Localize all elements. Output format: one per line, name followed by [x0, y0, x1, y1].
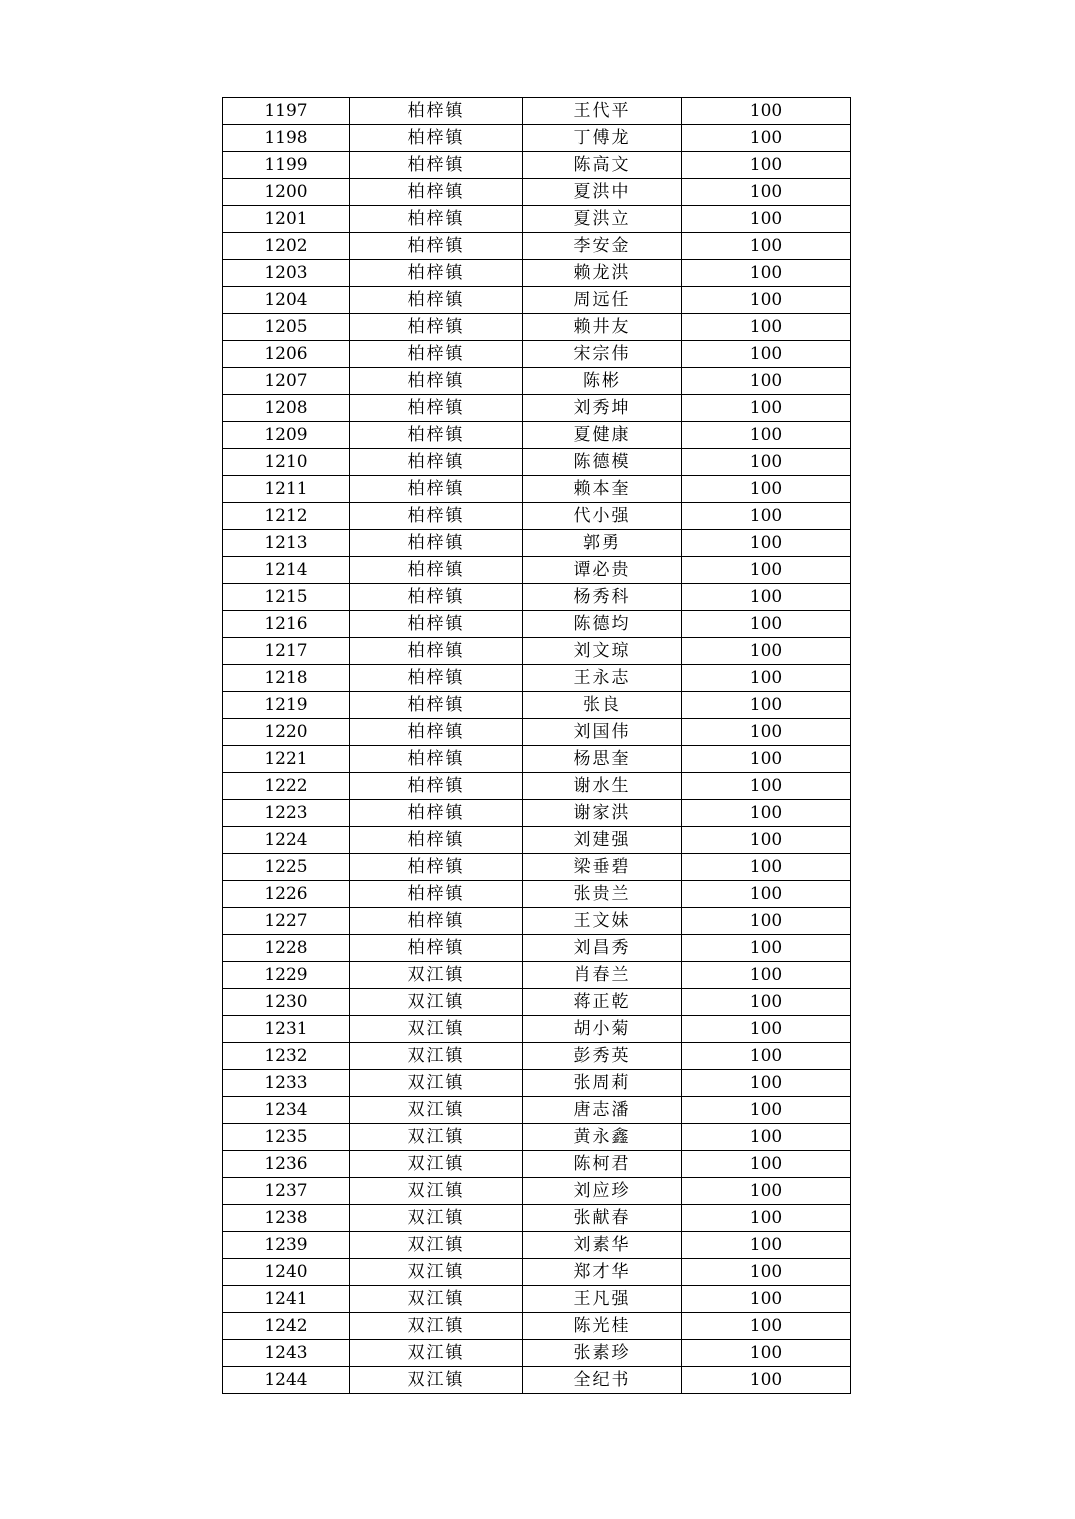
- cell-amount: 100: [682, 1286, 851, 1313]
- cell-number: 1244: [223, 1367, 350, 1394]
- table-row: [223, 1340, 851, 1367]
- cell-name: 梁垂碧: [523, 854, 682, 881]
- cell-town: 柏梓镇: [350, 179, 523, 206]
- cell-amount: 100: [682, 638, 851, 665]
- cell-name: 肖春兰: [523, 962, 682, 989]
- cell-name: 代小强: [523, 503, 682, 530]
- cell-number: 1224: [223, 827, 350, 854]
- table-row: [223, 152, 851, 179]
- cell-amount: 100: [682, 692, 851, 719]
- table-row: [223, 503, 851, 530]
- cell-name: 夏洪立: [523, 206, 682, 233]
- cell-name: 夏健康: [523, 422, 682, 449]
- cell-number: 1239: [223, 1232, 350, 1259]
- cell-town: 双江镇: [350, 962, 523, 989]
- table-row: [223, 854, 851, 881]
- cell-name: 王凡强: [523, 1286, 682, 1313]
- cell-amount: 100: [682, 1178, 851, 1205]
- cell-amount: 100: [682, 746, 851, 773]
- cell-town: 柏梓镇: [350, 611, 523, 638]
- table-row: [223, 1070, 851, 1097]
- cell-number: 1198: [223, 125, 350, 152]
- cell-number: 1210: [223, 449, 350, 476]
- table-row: [223, 989, 851, 1016]
- cell-amount: 100: [682, 827, 851, 854]
- cell-name: 郭勇: [523, 530, 682, 557]
- cell-name: 张献春: [523, 1205, 682, 1232]
- cell-town: 柏梓镇: [350, 557, 523, 584]
- cell-name: 刘建强: [523, 827, 682, 854]
- cell-number: 1205: [223, 314, 350, 341]
- table-row: [223, 422, 851, 449]
- cell-name: 陈彬: [523, 368, 682, 395]
- table-row: [223, 1232, 851, 1259]
- cell-town: 柏梓镇: [350, 341, 523, 368]
- cell-name: 赖井友: [523, 314, 682, 341]
- cell-number: 1201: [223, 206, 350, 233]
- table-row: [223, 962, 851, 989]
- cell-number: 1243: [223, 1340, 350, 1367]
- cell-name: 全纪书: [523, 1367, 682, 1394]
- table-row: [223, 179, 851, 206]
- cell-number: 1199: [223, 152, 350, 179]
- cell-number: 1216: [223, 611, 350, 638]
- cell-number: 1223: [223, 800, 350, 827]
- cell-town: 双江镇: [350, 1232, 523, 1259]
- cell-town: 柏梓镇: [350, 449, 523, 476]
- cell-amount: 100: [682, 476, 851, 503]
- table-row: [223, 368, 851, 395]
- cell-number: 1231: [223, 1016, 350, 1043]
- table-row: [223, 395, 851, 422]
- table-row: [223, 1043, 851, 1070]
- cell-name: 宋宗伟: [523, 341, 682, 368]
- cell-town: 双江镇: [350, 1151, 523, 1178]
- cell-town: 双江镇: [350, 1124, 523, 1151]
- table-row: [223, 692, 851, 719]
- cell-number: 1217: [223, 638, 350, 665]
- cell-town: 柏梓镇: [350, 881, 523, 908]
- cell-name: 张贵兰: [523, 881, 682, 908]
- cell-town: 柏梓镇: [350, 233, 523, 260]
- cell-amount: 100: [682, 260, 851, 287]
- cell-amount: 100: [682, 719, 851, 746]
- cell-amount: 100: [682, 179, 851, 206]
- cell-amount: 100: [682, 395, 851, 422]
- roster-table-body: [223, 98, 851, 1394]
- cell-town: 柏梓镇: [350, 287, 523, 314]
- cell-number: 1241: [223, 1286, 350, 1313]
- cell-name: 黄永鑫: [523, 1124, 682, 1151]
- cell-name: 刘昌秀: [523, 935, 682, 962]
- cell-town: 柏梓镇: [350, 206, 523, 233]
- cell-amount: 100: [682, 935, 851, 962]
- cell-town: 双江镇: [350, 1016, 523, 1043]
- cell-number: 1230: [223, 989, 350, 1016]
- cell-amount: 100: [682, 125, 851, 152]
- cell-name: 刘素华: [523, 1232, 682, 1259]
- cell-amount: 100: [682, 314, 851, 341]
- roster-table: [222, 97, 851, 1394]
- table-row: [223, 449, 851, 476]
- cell-name: 王永志: [523, 665, 682, 692]
- cell-name: 李安金: [523, 233, 682, 260]
- cell-number: 1211: [223, 476, 350, 503]
- cell-town: 双江镇: [350, 1205, 523, 1232]
- table-row: [223, 1367, 851, 1394]
- table-row: [223, 341, 851, 368]
- cell-number: 1240: [223, 1259, 350, 1286]
- table-row: [223, 233, 851, 260]
- cell-number: 1213: [223, 530, 350, 557]
- table-row: [223, 1178, 851, 1205]
- cell-name: 王文妹: [523, 908, 682, 935]
- cell-number: 1235: [223, 1124, 350, 1151]
- cell-number: 1209: [223, 422, 350, 449]
- cell-amount: 100: [682, 1124, 851, 1151]
- cell-amount: 100: [682, 584, 851, 611]
- cell-town: 柏梓镇: [350, 476, 523, 503]
- cell-amount: 100: [682, 1151, 851, 1178]
- cell-number: 1242: [223, 1313, 350, 1340]
- table-row: [223, 314, 851, 341]
- table-row: [223, 530, 851, 557]
- cell-amount: 100: [682, 557, 851, 584]
- cell-number: 1220: [223, 719, 350, 746]
- cell-name: 刘应珍: [523, 1178, 682, 1205]
- cell-number: 1214: [223, 557, 350, 584]
- cell-name: 陈德模: [523, 449, 682, 476]
- cell-number: 1204: [223, 287, 350, 314]
- cell-name: 蒋正乾: [523, 989, 682, 1016]
- cell-amount: 100: [682, 503, 851, 530]
- cell-town: 柏梓镇: [350, 503, 523, 530]
- cell-amount: 100: [682, 1205, 851, 1232]
- cell-town: 柏梓镇: [350, 719, 523, 746]
- cell-number: 1208: [223, 395, 350, 422]
- cell-amount: 100: [682, 422, 851, 449]
- cell-amount: 100: [682, 1016, 851, 1043]
- cell-amount: 100: [682, 1070, 851, 1097]
- cell-town: 柏梓镇: [350, 665, 523, 692]
- cell-amount: 100: [682, 962, 851, 989]
- table-row: [223, 800, 851, 827]
- table-row: [223, 260, 851, 287]
- cell-name: 王代平: [523, 98, 682, 125]
- cell-name: 陈柯君: [523, 1151, 682, 1178]
- cell-town: 柏梓镇: [350, 692, 523, 719]
- table-row: [223, 908, 851, 935]
- cell-town: 双江镇: [350, 1313, 523, 1340]
- cell-name: 谢家洪: [523, 800, 682, 827]
- table-row: [223, 611, 851, 638]
- cell-amount: 100: [682, 989, 851, 1016]
- cell-amount: 100: [682, 206, 851, 233]
- cell-name: 张周莉: [523, 1070, 682, 1097]
- table-row: [223, 1151, 851, 1178]
- cell-name: 夏洪中: [523, 179, 682, 206]
- cell-amount: 100: [682, 1097, 851, 1124]
- cell-name: 陈高文: [523, 152, 682, 179]
- cell-number: 1215: [223, 584, 350, 611]
- table-row: [223, 1286, 851, 1313]
- cell-number: 1227: [223, 908, 350, 935]
- table-row: [223, 206, 851, 233]
- cell-name: 赖本奎: [523, 476, 682, 503]
- table-row: [223, 98, 851, 125]
- cell-town: 柏梓镇: [350, 422, 523, 449]
- cell-amount: 100: [682, 908, 851, 935]
- cell-town: 柏梓镇: [350, 638, 523, 665]
- cell-town: 双江镇: [350, 1097, 523, 1124]
- table-row: [223, 476, 851, 503]
- cell-name: 杨秀科: [523, 584, 682, 611]
- cell-amount: 100: [682, 368, 851, 395]
- cell-number: 1236: [223, 1151, 350, 1178]
- cell-amount: 100: [682, 98, 851, 125]
- table-row: [223, 1259, 851, 1286]
- cell-town: 柏梓镇: [350, 260, 523, 287]
- table-row: [223, 638, 851, 665]
- table-row: [223, 125, 851, 152]
- cell-amount: 100: [682, 287, 851, 314]
- cell-amount: 100: [682, 1340, 851, 1367]
- cell-name: 张素珍: [523, 1340, 682, 1367]
- cell-town: 柏梓镇: [350, 854, 523, 881]
- table-row: [223, 746, 851, 773]
- cell-name: 谭必贵: [523, 557, 682, 584]
- cell-name: 彭秀英: [523, 1043, 682, 1070]
- cell-name: 郑才华: [523, 1259, 682, 1286]
- cell-name: 周远任: [523, 287, 682, 314]
- cell-amount: 100: [682, 881, 851, 908]
- cell-number: 1237: [223, 1178, 350, 1205]
- cell-town: 柏梓镇: [350, 935, 523, 962]
- table-row: [223, 287, 851, 314]
- cell-number: 1212: [223, 503, 350, 530]
- cell-town: 柏梓镇: [350, 908, 523, 935]
- cell-name: 陈光桂: [523, 1313, 682, 1340]
- cell-name: 唐志潘: [523, 1097, 682, 1124]
- cell-amount: 100: [682, 233, 851, 260]
- cell-town: 双江镇: [350, 1340, 523, 1367]
- cell-amount: 100: [682, 1259, 851, 1286]
- table-row: [223, 935, 851, 962]
- cell-number: 1200: [223, 179, 350, 206]
- cell-name: 刘国伟: [523, 719, 682, 746]
- cell-number: 1207: [223, 368, 350, 395]
- cell-amount: 100: [682, 665, 851, 692]
- cell-town: 柏梓镇: [350, 314, 523, 341]
- cell-name: 刘秀坤: [523, 395, 682, 422]
- cell-town: 双江镇: [350, 989, 523, 1016]
- cell-town: 双江镇: [350, 1286, 523, 1313]
- cell-town: 柏梓镇: [350, 152, 523, 179]
- cell-amount: 100: [682, 1367, 851, 1394]
- cell-number: 1232: [223, 1043, 350, 1070]
- cell-number: 1226: [223, 881, 350, 908]
- cell-amount: 100: [682, 773, 851, 800]
- table-row: [223, 1124, 851, 1151]
- cell-number: 1203: [223, 260, 350, 287]
- cell-name: 张良: [523, 692, 682, 719]
- cell-town: 柏梓镇: [350, 125, 523, 152]
- cell-amount: 100: [682, 1232, 851, 1259]
- cell-town: 柏梓镇: [350, 827, 523, 854]
- cell-number: 1225: [223, 854, 350, 881]
- table-row: [223, 584, 851, 611]
- cell-number: 1228: [223, 935, 350, 962]
- cell-amount: 100: [682, 449, 851, 476]
- cell-town: 柏梓镇: [350, 530, 523, 557]
- cell-amount: 100: [682, 800, 851, 827]
- cell-name: 刘文琼: [523, 638, 682, 665]
- cell-town: 柏梓镇: [350, 98, 523, 125]
- cell-name: 丁傅龙: [523, 125, 682, 152]
- cell-name: 赖龙洪: [523, 260, 682, 287]
- cell-amount: 100: [682, 341, 851, 368]
- table-row: [223, 881, 851, 908]
- cell-number: 1197: [223, 98, 350, 125]
- cell-number: 1233: [223, 1070, 350, 1097]
- table-row: [223, 719, 851, 746]
- table-row: [223, 1016, 851, 1043]
- cell-town: 双江镇: [350, 1178, 523, 1205]
- cell-town: 柏梓镇: [350, 584, 523, 611]
- cell-town: 双江镇: [350, 1367, 523, 1394]
- cell-town: 双江镇: [350, 1259, 523, 1286]
- cell-number: 1202: [223, 233, 350, 260]
- cell-number: 1229: [223, 962, 350, 989]
- cell-number: 1222: [223, 773, 350, 800]
- cell-town: 双江镇: [350, 1043, 523, 1070]
- cell-amount: 100: [682, 530, 851, 557]
- cell-town: 柏梓镇: [350, 746, 523, 773]
- cell-town: 双江镇: [350, 1070, 523, 1097]
- cell-town: 柏梓镇: [350, 368, 523, 395]
- table-row: [223, 1205, 851, 1232]
- cell-amount: 100: [682, 854, 851, 881]
- table-row: [223, 1097, 851, 1124]
- table-row: [223, 1313, 851, 1340]
- table-row: [223, 773, 851, 800]
- cell-town: 柏梓镇: [350, 800, 523, 827]
- table-row: [223, 557, 851, 584]
- cell-name: 陈德均: [523, 611, 682, 638]
- cell-number: 1219: [223, 692, 350, 719]
- cell-name: 杨思奎: [523, 746, 682, 773]
- cell-name: 胡小菊: [523, 1016, 682, 1043]
- cell-town: 柏梓镇: [350, 773, 523, 800]
- cell-name: 谢水生: [523, 773, 682, 800]
- cell-number: 1218: [223, 665, 350, 692]
- cell-amount: 100: [682, 152, 851, 179]
- cell-town: 柏梓镇: [350, 395, 523, 422]
- cell-amount: 100: [682, 1313, 851, 1340]
- cell-amount: 100: [682, 611, 851, 638]
- cell-amount: 100: [682, 1043, 851, 1070]
- cell-number: 1221: [223, 746, 350, 773]
- cell-number: 1234: [223, 1097, 350, 1124]
- table-row: [223, 827, 851, 854]
- cell-number: 1206: [223, 341, 350, 368]
- table-row: [223, 665, 851, 692]
- cell-number: 1238: [223, 1205, 350, 1232]
